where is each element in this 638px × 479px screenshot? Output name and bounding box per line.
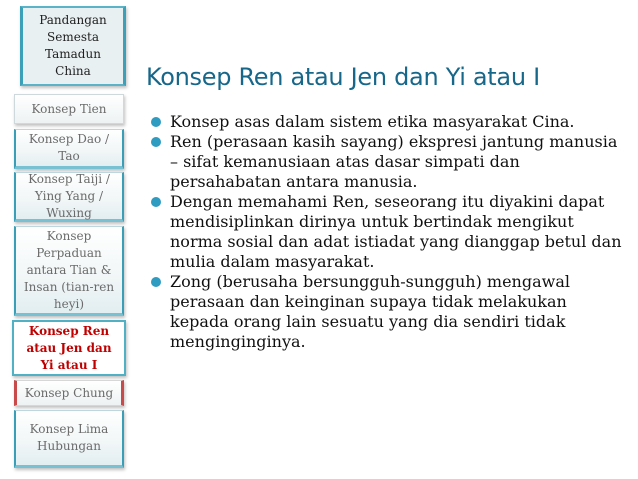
sidebar-item-konsep-taiji[interactable] (14, 172, 124, 222)
list-item (150, 112, 628, 132)
bullet-text: Konsep asas dalam sistem etika masyarakat Cina. (170, 112, 575, 131)
sidebar-item-konsep-lima-hubungan[interactable] (14, 410, 124, 468)
sidebar-item-pandangan-semesta[interactable] (20, 6, 126, 86)
sidebar-item-konsep-chung[interactable] (14, 380, 124, 406)
sidebar-item-label: Konsep Chung (24, 385, 114, 400)
sidebar-item-label: Konsep Ren atau Jen dan Yi atau I (26, 323, 112, 372)
sidebar-item-label: Konsep Lima Hubungan (29, 422, 109, 453)
sidebar-item-label: Konsep Perpaduan antara Tian & Insan (tian-ren heyi) (23, 228, 115, 311)
list-item (150, 192, 628, 272)
slide-title: Konsep Ren atau Jen dan Yi atau I (146, 63, 540, 91)
bullet-text: Zong (berusaha bersungguh-sungguh) mengawal perasaan dan keinginan supaya tidak melakukan kepada orang lain sesuatu yang dia sendiri tidak menginginginya. (170, 272, 570, 351)
list-item (150, 132, 628, 192)
sidebar-item-label: Konsep Dao / Tao (28, 132, 110, 163)
bullet-icon (151, 137, 161, 147)
bullet-icon (151, 117, 161, 127)
bullet-icon (151, 197, 161, 207)
sidebar-item-konsep-tien[interactable] (14, 94, 124, 124)
bullet-list (150, 112, 628, 352)
sidebar-item-label: Pandangan Semesta Tamadun China (39, 13, 107, 78)
sidebar-item-konsep-ren[interactable] (12, 320, 126, 376)
sidebar-item-label: Konsep Tien (31, 101, 107, 116)
sidebar-item-konsep-dao[interactable] (14, 129, 124, 169)
bullet-text: Dengan memahami Ren, seseorang itu diyakini dapat mendisiplinkan dirinya untuk bertindak mengikut norma sosial dan adat istiadat yang dianggap betul dan mulia dalam masyarakat. (170, 192, 622, 271)
bullet-text: Ren (perasaan kasih sayang) ekspresi jantung manusia – sifat kemanusiaan atas dasar simpati dan persahabatan antara manusia. (170, 132, 618, 191)
sidebar-item-label: Konsep Taiji / Ying Yang / Wuxing (28, 171, 110, 220)
bullet-icon (151, 277, 161, 287)
list-item (150, 272, 628, 352)
sidebar-item-konsep-perpaduan[interactable] (14, 226, 124, 316)
